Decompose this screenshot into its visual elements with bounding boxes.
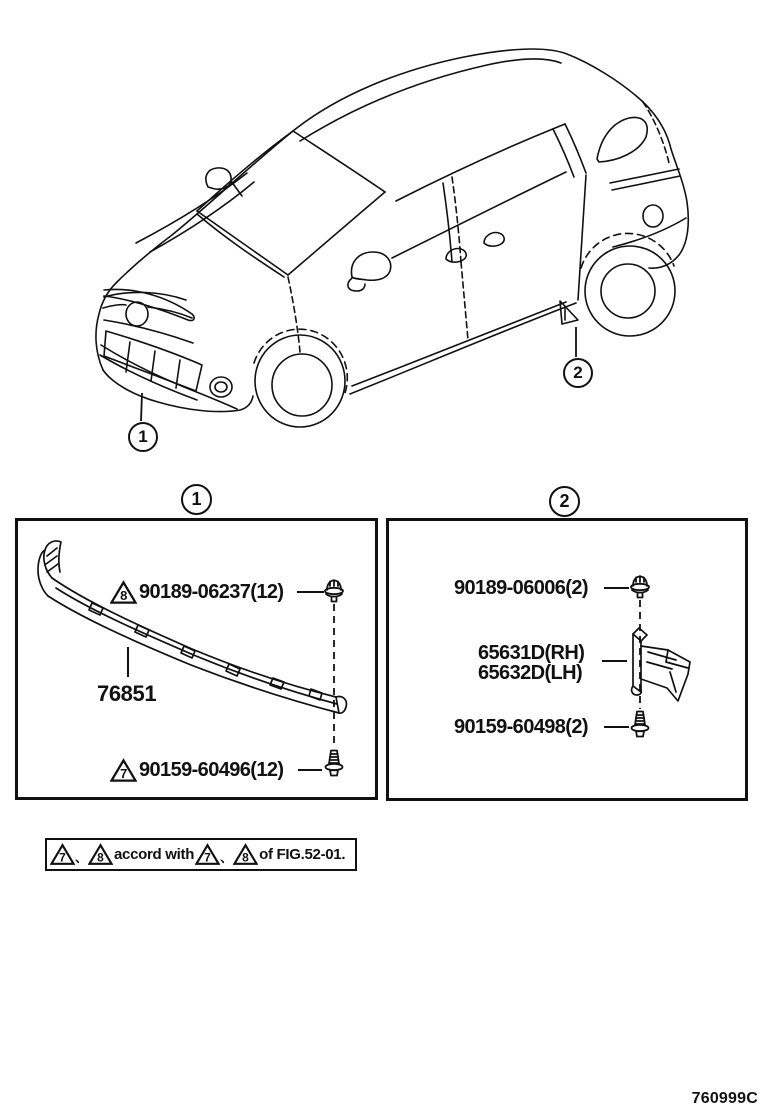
warning-triangle-8-icon (110, 580, 137, 605)
part-number: 90189-06006(2) (454, 576, 588, 599)
footnote-box (45, 838, 357, 871)
part-row (110, 755, 283, 785)
car-illustration (96, 49, 688, 427)
triangle-number: 7 (59, 850, 66, 865)
warning-triangle-7-icon (50, 843, 75, 866)
car-callout-1: 1 (128, 422, 158, 452)
box2-header-number: 2 (549, 486, 580, 517)
note-text: accord with (114, 846, 195, 863)
warning-triangle-8-icon (88, 843, 113, 866)
triangle-number: 7 (120, 765, 127, 781)
triangle-number: 8 (120, 587, 127, 603)
triangle-number: 8 (242, 850, 249, 865)
note-text: of FIG.52-01. (259, 846, 346, 863)
box1-header-number: 1 (181, 484, 212, 515)
part-number-lh: 65632D(LH) (478, 661, 583, 684)
part-row (97, 679, 156, 709)
part-row (454, 573, 588, 603)
sheet-code: 760999C (691, 1090, 758, 1107)
warning-triangle-7-icon (110, 758, 137, 783)
part-number: 90189-06237(12) (139, 580, 284, 603)
car-callout-2: 2 (563, 358, 593, 388)
part-row (454, 712, 588, 742)
part-row (110, 577, 283, 607)
warning-triangle-7-icon (195, 843, 220, 866)
triangle-number: 8 (97, 850, 104, 865)
warning-triangle-8-icon (233, 843, 258, 866)
part-number: 76851 (97, 681, 157, 706)
separator: 、 (75, 850, 89, 865)
part-number: 90159-60496(12) (139, 758, 284, 781)
part-number-rh: 65631D(RH) (478, 642, 585, 664)
separator: 、 (220, 850, 234, 865)
part-number: 90159-60498(2) (454, 715, 588, 738)
triangle-number: 7 (204, 850, 211, 865)
callout-leaders (141, 327, 576, 421)
part-row (478, 644, 584, 683)
